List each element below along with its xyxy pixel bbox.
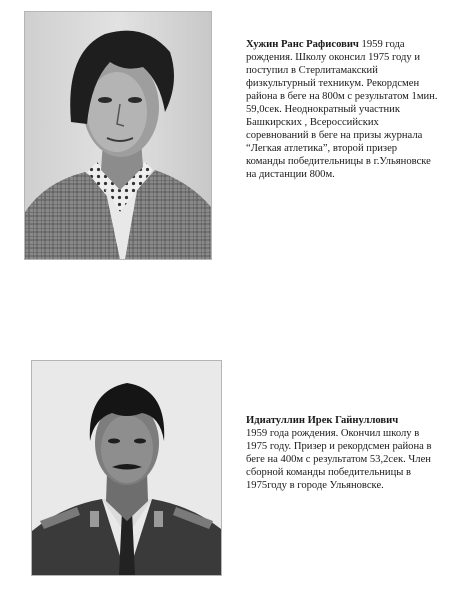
portrait-photo-1 (24, 11, 212, 260)
person-name-1: Хужин Ранс Рафисович (246, 39, 359, 50)
portrait-2-image (32, 361, 221, 575)
portrait-1-image (25, 12, 211, 259)
person-bio-2: 1959 года рождения. Окончил школу в 1975 году. Призер и рекордсмен района в беге на 400м с результатом 53,2сек. Член сборной команды победительницы в 1975году в городе Ульяновске. (246, 428, 432, 491)
bio-block-1 (246, 38, 438, 181)
portrait-photo-2 (31, 360, 222, 576)
person-name-2: Идиатуллин Ирек Гайнуллович (246, 415, 399, 426)
person-bio-1: 1959 года рождения. Школу оконсил 1975 году и поступил в Стерлитамакский физкультурный техникум. Рекордсмен района в беге на 800м с результатом 1мин. 59,0сек. Неоднократный участник Башкирских , Всероссийских соревнований в беге на призы журнала “Легкая атлетика”, второй призер команды победительницы в г.Ульяновске на дистанции 800м. (246, 39, 438, 180)
bio-block-2 (246, 414, 436, 492)
